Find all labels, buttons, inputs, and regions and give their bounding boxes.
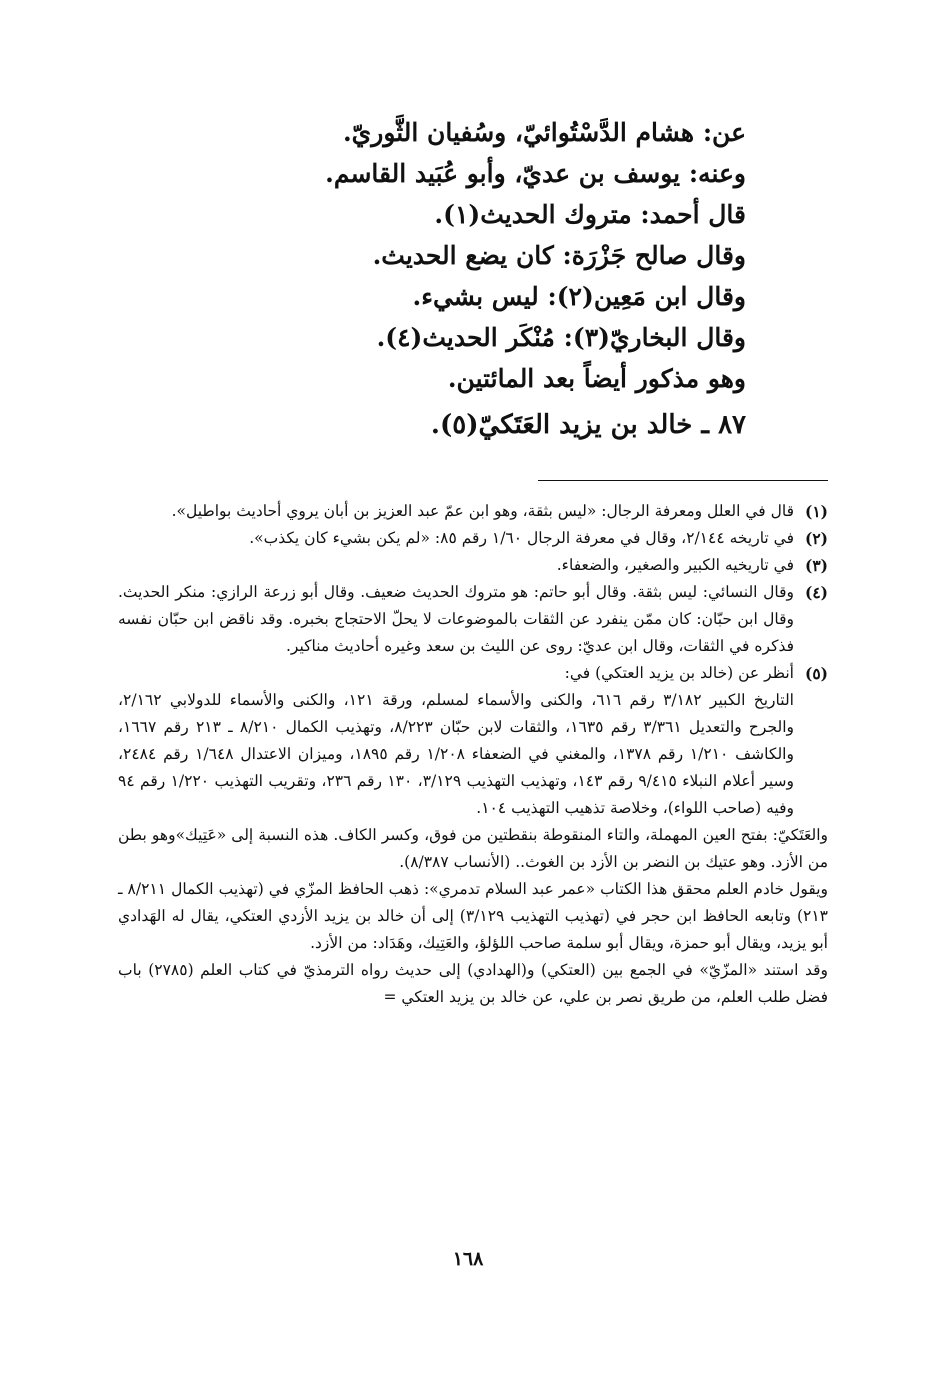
footnote-sources: التاريخ الكبير ٣/١٨٢ رقم ٦١٦، والكنى والأسماء لمسلم، ورقة ١٢١، والكنى والأسماء للدولابي ٢/١٦٢، والجرح والتعديل ٣/٣٦١ رقم ١٦٣٥، والثقات لابن حبّان ٨/٢٢٣، وتهذيب الكمال ٨/٢١٠ ـ ٢١٣ رقم ١٦٦٧، والكاشف ١/٢١٠ رقم ١٣٧٨، والمغني في الضعفاء ١/٢٠٨ رقم ١٨٩٥، وميزان الاعتدال ١/٦٤٨ رقم ٢٤٨٤، وسير أعلام النبلاء ٩/٤١٥ رقم ١٤٣، وتهذيب التهذيب ٣/١٢٩، ١٣٠ رقم ٢٣٦، وتقريب التهذيب ١/٢٢٠ رقم ٩٤ وفيه (صاحب اللواء)، وخلاصة تذهيب التهذيب ١٠٤. xyxy=(118,691,795,817)
text-line: وعنه: يوسف بن عديّ، وأبو عُبَيد القاسم. xyxy=(325,159,746,188)
text-line: عن: هشام الدَّسْتُوائيّ، وسُفيان الثَّوريّ. xyxy=(342,118,746,147)
footnote-number: (٢) xyxy=(804,529,828,548)
footnote-mizzi-note: وقد استند «المزّيّ» في الجمع بين (العتكي) و(الهدادي) إلى حديث رواه الترمذيّ في كتاب العلم (٢٧٨٥) باب فضل طلب العلم، من طريق نصر بن علي، عن خالد بن يزيد العتكي = xyxy=(118,961,828,1006)
footnote-nisba: والعَتَكيّ: بفتح العين المهملة، والتاء المنقوطة بنقطتين من فوق، وكسر الكاف. هذه النسبة إلى «عَتِيك»وهو بطن من الأزد. وهو عتيك بن النضر بن الأزد بن الغوث.. (الأنساب ٨/٣٨٧). xyxy=(118,826,828,871)
footnote-text: قال في العلل ومعرفة الرجال: «ليس بثقة، وهو ابن عمّ عبد العزيز بن أبان يروي أحاديث بواطيل». xyxy=(171,502,794,520)
footnote-editor-note: ويقول خادم العلم محقق هذا الكتاب «عمر عبد السلام تدمري»: ذهب الحافظ المزّي في (تهذيب الكمال ٨/٢١١ ـ ٢١٣) وتابعه الحافظ ابن حجر في (تهذيب التهذيب ٣/١٢٩) إلى أن خالد بن يزيد الأزدي العتكي، يقال له الهَدادي أبو يزيد، ويقال أبو حمزة، ويقال أبو سلمة صاحب اللؤلؤ، والعَتِيك، وهَدَاد: من الأزد. xyxy=(118,880,829,952)
text-line: وقال البخاريّ(٣): مُنْكَر الحديث(٤). xyxy=(376,323,746,352)
footnote-number: (١) xyxy=(804,502,828,521)
page-number: ١٦٨ xyxy=(452,1248,484,1270)
footnote-4 xyxy=(118,579,828,660)
text-line: وهو مذكور أيضاً بعد المائتين. xyxy=(447,364,746,393)
footnote-intro: أنظر عن (خالد بن يزيد العتكي) في: xyxy=(564,664,794,682)
footnote-number: (٤) xyxy=(804,583,828,602)
text-line: وقال ابن مَعِين(٢): ليس بشيء. xyxy=(412,282,746,311)
footnote-text: في تاريخه ٢/١٤٤، وقال في معرفة الرجال ١/٦٠ رقم ٨٥: «لم يكن بشيء كان يكذب». xyxy=(249,529,794,547)
entry-heading: ٨٧ ـ خالد بن يزيد العَتَكيّ(٥). xyxy=(430,410,746,440)
footnote-text: في تاريخيه الكبير والصغير، والضعفاء. xyxy=(556,556,794,574)
footnote-number: (٣) xyxy=(804,556,828,575)
footnotes xyxy=(118,498,828,1011)
footnote-1 xyxy=(118,498,828,525)
text-line: وقال صالح جَزْرَة: كان يضع الحديث. xyxy=(372,241,746,270)
footnote-text: وقال النسائي: ليس بثقة. وقال أبو حاتم: هو متروك الحديث ضعيف. وقال أبو زرعة الرازي: منكر الحديث. وقال ابن حبّان: كان ممّن ينفرد عن الثقات بالموضوعات لا يحلّ الاحتجاج بخبره. وقد ناقض ابن حبّان نفسه فذكره في الثقات، وقال ابن عديّ: روى عن الليث بن سعد وغيره أحاديث مناكير. xyxy=(118,583,794,655)
text-line: قال أحمد: متروك الحديث(١). xyxy=(434,200,746,229)
main-text xyxy=(186,112,746,446)
footnote-number: (٥) xyxy=(804,664,828,683)
footnote-5 xyxy=(118,660,828,687)
footnote-2 xyxy=(118,525,828,552)
footnote-3 xyxy=(118,552,828,579)
footnote-separator xyxy=(538,480,828,481)
